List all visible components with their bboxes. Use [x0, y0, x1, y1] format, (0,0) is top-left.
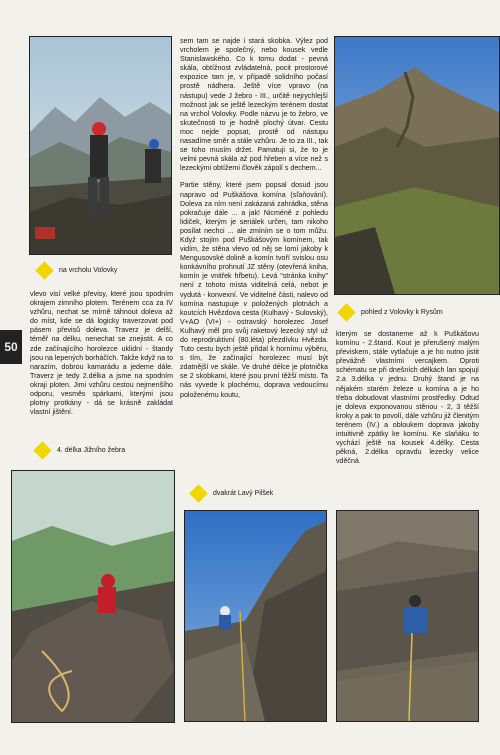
- column2-paragraph-1: sem tam se najde i stará skobka. Výlez pod vrcholem je společný, nebo kousek vedle Stanislawského. Co k tomu dodat - pevná skála, obtížnost zvládatelná, pocit prostorové expozice tam je, v případě solidního počasí prostě nádhera. Ještě více vpravo (na nástupu) vede J žebro - III., určitě nejrychlejší možnost jak se ještě lezeckým terénem dostat na vrchol Volovky. Podle názvu je to žebro, ve skutečnosti to je hodně plochý útvar. Cestu moc nejde popsat, prostě od nástupu nasadíme směr a stále vzhůru. Je to za III., tak se toho musím držet. Pamatuji si, že to je velmi pevná skála až pod hřeben a více než s lezeckými obtížemi člověk zápolí s dechem...: [180, 37, 328, 173]
- caption-photo2-text: pohled z Volovky k Rysům: [361, 308, 443, 316]
- caption-diamond-icon: [35, 261, 53, 279]
- caption-photo4: [192, 486, 332, 500]
- caption-photo3: [36, 443, 176, 457]
- column3-text: kterým se dostaneme až k Puškášovu komínu - 2.štand. Kout je přerušený malým převiskem, stále vytlačuje a je ho nutno jistit převážně vlastními vercajkem. Oproti schématu se při dnešních délkách lan spojují 2.a 3.délka v jednu. Druhý štand je na nějakém starém železe u komína a je ho třeba dobudovat vlastními prostředky. Odtud je doleva exponovanou stěnou - 2, 3 těžší kroky a pak to povolí, dále vzhůru již členitým terénem (IV.) a obloukem doprava jakoby intuitivně zpátky ke komínu. Ke slaňáku to vychází ještě na kousek 4.délky. Cesta pěkná, 2.délka opravdu lezecky velice vděčná.: [336, 330, 479, 466]
- caption-photo2: [340, 305, 500, 319]
- column2-text: [180, 37, 328, 408]
- caption-photo3-text: 4. délka Jižního žebra: [57, 446, 126, 454]
- photo-summit-volovka: [29, 36, 172, 255]
- caption-photo1-text: na vrcholu Volovky: [59, 266, 118, 274]
- column1-text: vlevo visí velké převisy, které jsou spodním okrajem zimního plotem. Terénem cca za IV vzhůru, nechat se mírně táhnout doleva až do míst, kde se dá logicky traverzovat pod pásem převisů doleva. Traverz je delší, téměř na délku, nenechat se znejistit. A co zde začínajícího horolezce uklidní - štandy jsou na lepených borháčích. Takže když na to narazím, dobrou kamarádu a jedeme dále. Traverz je tedy 2.délka a jsme na spodním okraji ploten. Jimi vzhůru cestou nejmenšího odporu, vesměs spárkami, kterými jsou plotny protkány - dá se krásně zakládat vlastní jištění.: [30, 290, 174, 417]
- caption-photo1: [38, 263, 178, 277]
- caption-diamond-icon: [189, 484, 207, 502]
- photo-lavy-pilsek-2: [336, 510, 479, 722]
- photo-lavy-pilsek-1: [184, 510, 327, 722]
- caption-photo4-text: dvakrát Lavý Pilšek: [213, 489, 274, 497]
- photo-south-rib: [11, 470, 175, 723]
- page-number: 50: [0, 330, 22, 364]
- caption-diamond-icon: [337, 303, 355, 321]
- column2-paragraph-2: Partie stěny, které jsem popsal dosud jsou napravo od Puškášova komína (sľaňování). Doleva za ním není zakázaná zahrádka, stěna pokračuje dále ... a jak! Nicméně z pohledu lidiček, kterým je seriálek určen, tam nikoho posílat nechci ... ale zmíním se o tom můžu. Když stojím pod Puškášovým komínem, tak vidím, že stěna vlevo od něj se lomí jakoby k Mengusovské dolině a komín tvoří svislou osu konkávního prohnutí JZ stěny (otevřená kniha, komín je vnitřek hřbetu). Levá "stránka knihy" není z tohoto místa viditelná celá, nebot je vydutá - konvexní. Ve viditelné části, nalevo od komína nastupuje v položených plotnách a koutcích Hvězdova cesta (Kulhavý - Sulovský), V+AO (VI+) - ostravský horolezec Josef Kulhavý měl pro svůj raketový lezecký styl už do reprodruktivní (80.léta) přezdívku Hvězda. Tuto cestu bych ještě přidal k hornímu výběru, s tím, že začínající horolezec musí být zdatnější ve skále. Ve druhé délce je plotnička se 2 skobkami, které jsou první těžší místo. Ta nás vyvede k plochému, doprava vedoucímu položenému koutu,: [180, 181, 328, 399]
- caption-diamond-icon: [33, 441, 51, 459]
- photo-view-rysy: [334, 36, 500, 295]
